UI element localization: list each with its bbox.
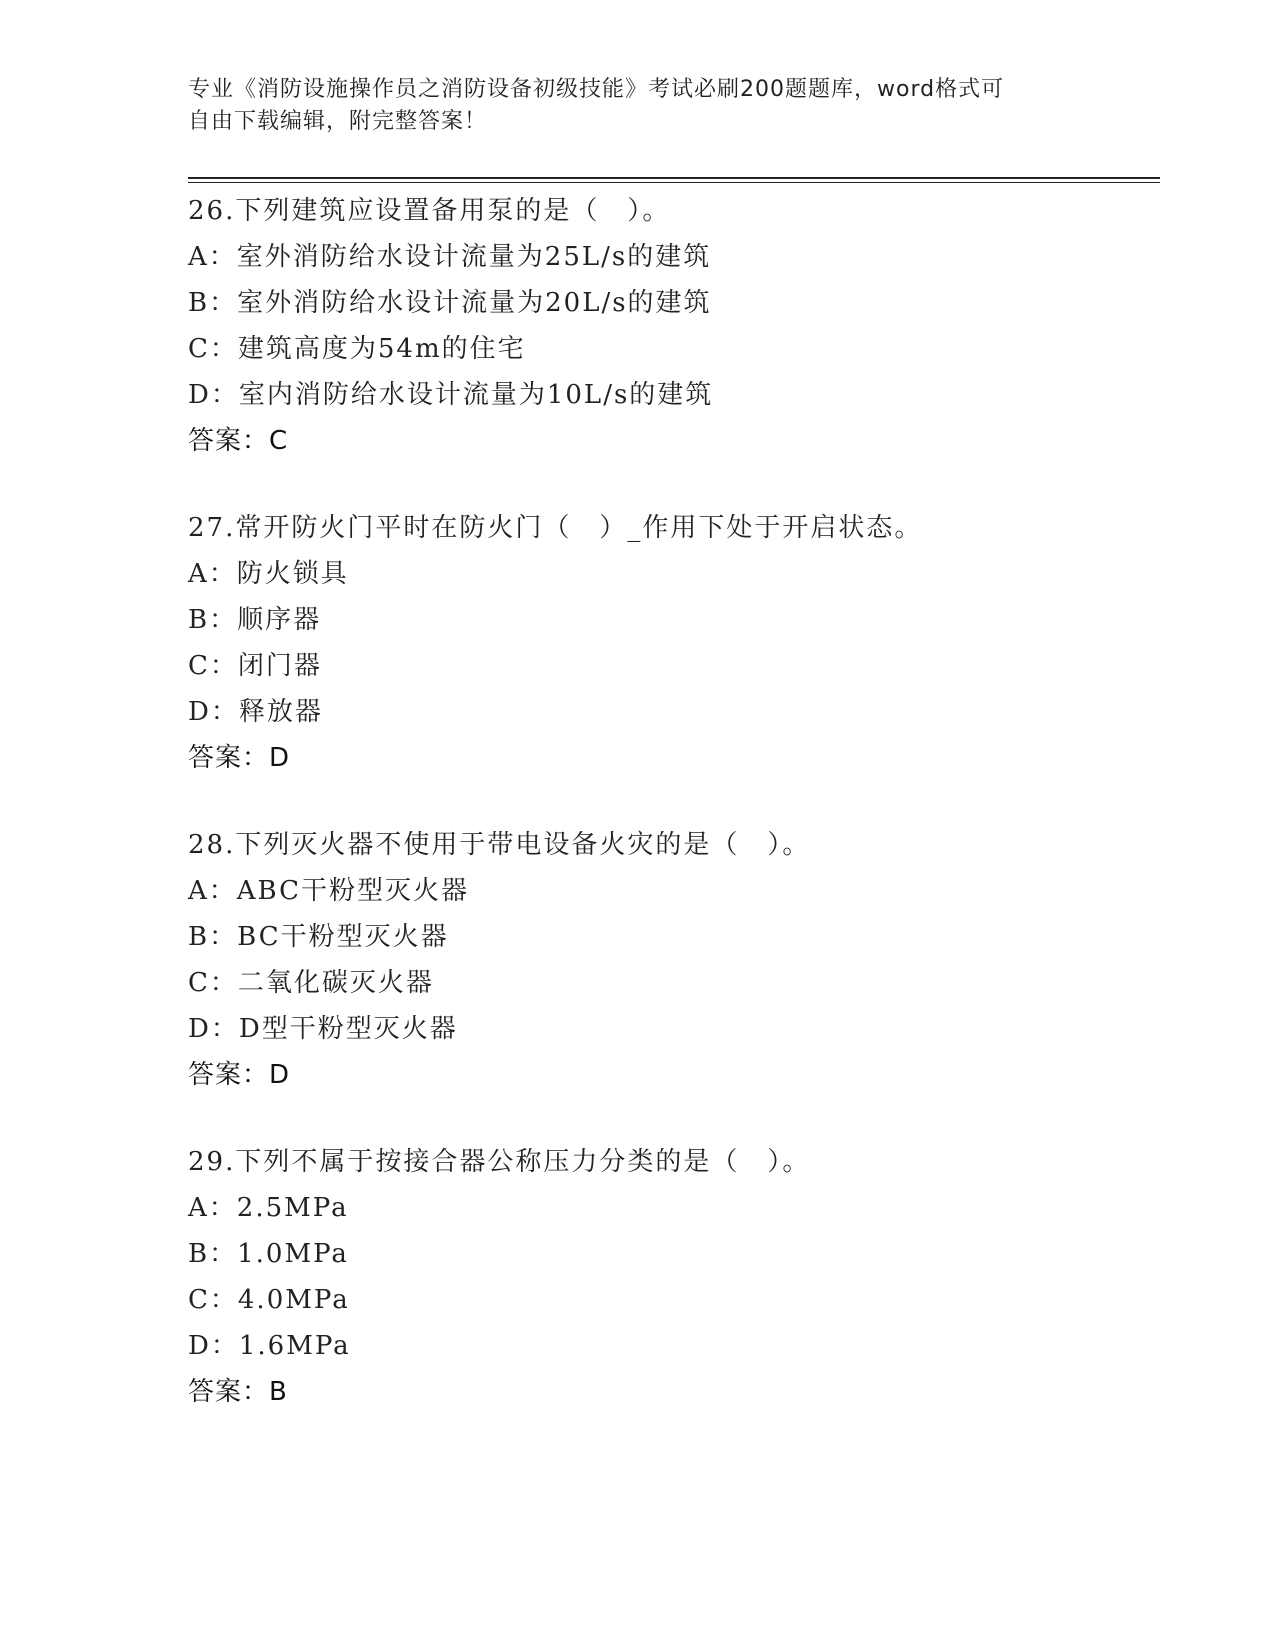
option-b: B：顺序器 <box>188 605 322 635</box>
option-a: A：防火锁具 <box>188 559 349 589</box>
question-27 <box>188 505 1160 781</box>
question-list <box>188 188 1160 1456</box>
answer: 答案：C <box>188 426 289 456</box>
question-stem: 26.下列建筑应设置备用泵的是（ ）。 <box>188 196 671 226</box>
option-c: C：建筑高度为54m的住宅 <box>188 334 526 364</box>
option-a: A：室外消防给水设计流量为25L/s的建筑 <box>188 242 712 272</box>
question-26 <box>188 188 1160 464</box>
option-d: D：D型干粉型灭火器 <box>188 1014 458 1044</box>
option-d: D：释放器 <box>188 697 323 727</box>
option-b: B：1.0MPa <box>188 1239 349 1269</box>
header-line-2: 自由下载编辑，附完整答案！ <box>188 109 488 134</box>
option-c: C：闭门器 <box>188 651 322 681</box>
answer: 答案：D <box>188 743 291 773</box>
option-a: A：2.5MPa <box>188 1193 349 1223</box>
option-c: C：二氧化碳灭火器 <box>188 968 434 998</box>
question-28 <box>188 822 1160 1098</box>
option-c: C：4.0MPa <box>188 1285 350 1315</box>
header-line-1: 专业《消防设施操作员之消防设备初级技能》考试必刷200题题库，word格式可 <box>188 77 1005 102</box>
document-header <box>188 74 1088 138</box>
option-a: A：ABC干粉型灭火器 <box>188 876 470 906</box>
answer: 答案：B <box>188 1377 288 1407</box>
option-b: B：室外消防给水设计流量为20L/s的建筑 <box>188 288 712 318</box>
option-d: D：1.6MPa <box>188 1331 351 1361</box>
question-stem: 28.下列灭火器不使用于带电设备火灾的是（ ）。 <box>188 830 811 860</box>
header-divider-thin <box>188 182 1160 183</box>
question-29 <box>188 1139 1160 1415</box>
question-stem: 27.常开防火门平时在防火门（ ）_作用下处于开启状态。 <box>188 513 923 543</box>
header-divider-thick <box>188 177 1160 179</box>
question-stem: 29.下列不属于按接合器公称压力分类的是（ ）。 <box>188 1147 811 1177</box>
option-b: B：BC干粉型灭火器 <box>188 922 449 952</box>
option-d: D：室内消防给水设计流量为10L/s的建筑 <box>188 380 714 410</box>
answer: 答案：D <box>188 1060 291 1090</box>
